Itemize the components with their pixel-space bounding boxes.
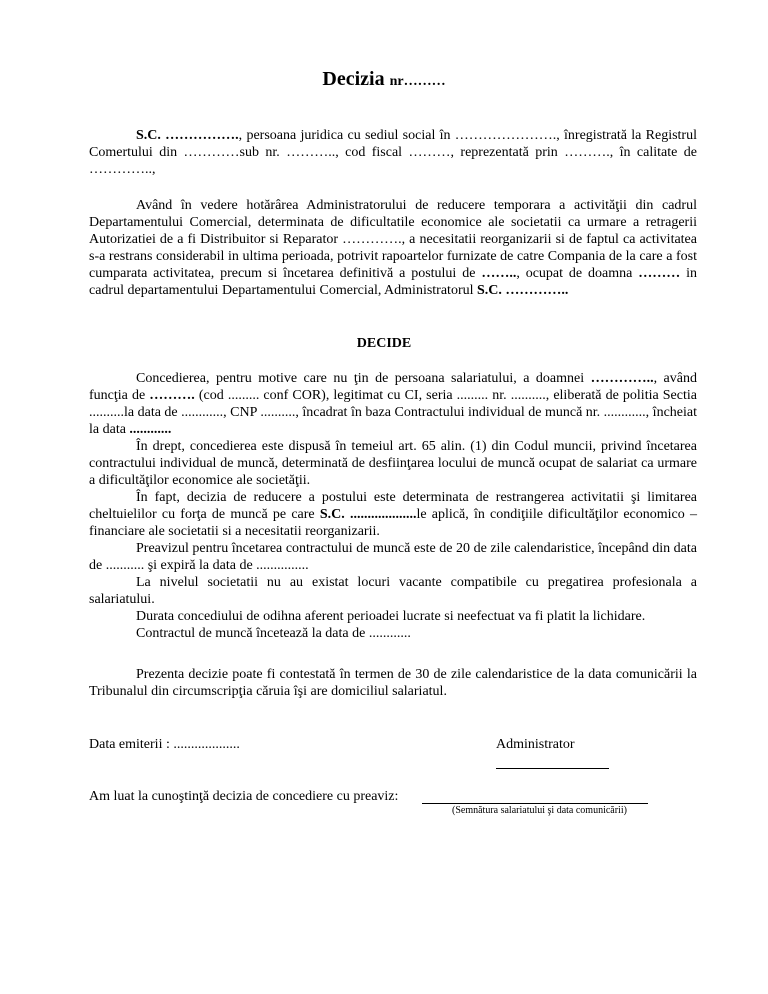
- appeal-paragraph: [89, 666, 697, 700]
- p1-name-placeholder: …………..: [590, 371, 654, 386]
- considering-position-placeholder: ……..: [481, 266, 517, 281]
- intro-text: , persoana juridica cu sediul social în …………………., înregistrată la Registrul Comertului din …………sub nr. ……….., cod fiscal ………, reprezentată prin ………., în calitate de …………..,: [89, 128, 697, 177]
- p3-company: S.C. ...................: [319, 507, 417, 522]
- paragraph-vacancies: La nivelul societatii nu au existat locuri vacante compatibile cu pregatirea profesionala a salariatului.: [89, 575, 697, 607]
- considering-text-2: , ocupat de doamna: [516, 266, 639, 281]
- intro-paragraph: [89, 127, 697, 178]
- signature-caption: (Semnătura salariatului şi data comunicării): [452, 805, 627, 816]
- paragraph-legal-basis: În drept, concedierea este dispusă în temeiul art. 65 alin. (1) din Codul muncii, privind încetarea contractului individual de muncă, determinată de desfiinţarea locului de muncă ocupat de salariat ca urmare a dificultăţilor economice ale societăţii.: [89, 439, 697, 488]
- paragraph-notice: Preavizul pentru încetarea contractului de muncă este de 20 de zile calendaristice, începând din data de ........... şi expiră la data de ...............: [89, 541, 697, 573]
- issue-date: Data emiterii : ...................: [89, 737, 240, 752]
- administrator-label: Administrator: [496, 737, 575, 752]
- considering-company: S.C. …………..: [477, 283, 569, 298]
- p1-function-placeholder: ……….: [149, 388, 195, 403]
- paragraph-facts: [89, 489, 697, 540]
- p1-date-placeholder: ............: [129, 422, 172, 437]
- appeal-text: Prezenta decizie poate fi contestată în termen de 30 de zile calendaristice de la data comunicării la Tribunalul din circumscripţia căruia îşi are domiciliul salariatul.: [89, 667, 697, 699]
- administrator-signature-line: [496, 768, 609, 769]
- decide-heading: DECIDE: [356, 336, 412, 351]
- title-number: nr………: [389, 74, 446, 89]
- considering-text-1: Având în vedere hotărârea Administratorului de reducere temporara a activităţii din cadrul Departamentului Comercial, determinata de dificultatile economice ale societatii ca urmare a retragerii Autorizatiei de a fi Distribuitor si Reparator …………., a necesitatii reorganizarii si de faptul ca activitatea s-a restrans considerabil in ultima perioada, potrivit rapoartelor furnizate de catre Compania de la care a fost cumparata activitatea, precum si încetarea definitivă a postului de: [89, 198, 697, 281]
- p3-text-a: În fapt, decizia de reducere a postului este determinata de restrangerea activitatii şi limitarea cheltuielilor cu forţa de muncă pe care: [89, 490, 697, 522]
- p1-text-c: , având funcţia de: [89, 371, 697, 403]
- paragraph-leave: Durata concediului de odihna aferent perioadei lucrate si neefectuat va fi platit la lichidare.: [136, 609, 646, 624]
- paragraph-dismissal: [89, 370, 697, 438]
- p1-text-e: (cod ......... conf COR), legitimat cu CI, seria ......... nr. .........., eliberată de politia Sectia ..........la data de ............, CNP .........., încadrat în baza Contractului individual de muncă nr. ............, încheiat la data: [89, 388, 697, 437]
- paragraph-termination-date: Contractul de muncă încetează la data de ............: [136, 626, 411, 641]
- considering-text-3: in cadrul departamentului Departamentului Comercial, Administratorul: [89, 266, 697, 298]
- title-main: Decizia: [322, 68, 390, 90]
- acknowledgement-label: Am luat la cunoştinţă decizia de concediere cu preaviz:: [89, 789, 399, 804]
- document-title: [0, 68, 768, 91]
- intro-company: S.C. …………….: [136, 128, 239, 143]
- acknowledgement-signature-line: [422, 803, 648, 804]
- p3-text-c: le aplică, în condiţiile dificultăţilor economico – financiare ale societatii si a necesitatii reorganizarii.: [89, 507, 697, 539]
- considering-paragraph: [89, 197, 697, 299]
- decision-body: [89, 370, 697, 642]
- p1-text-a: Concedierea, pentru motive care nu ţin de persoana salariatului, a doamnei: [136, 371, 591, 386]
- considering-name-placeholder: ………: [638, 266, 681, 281]
